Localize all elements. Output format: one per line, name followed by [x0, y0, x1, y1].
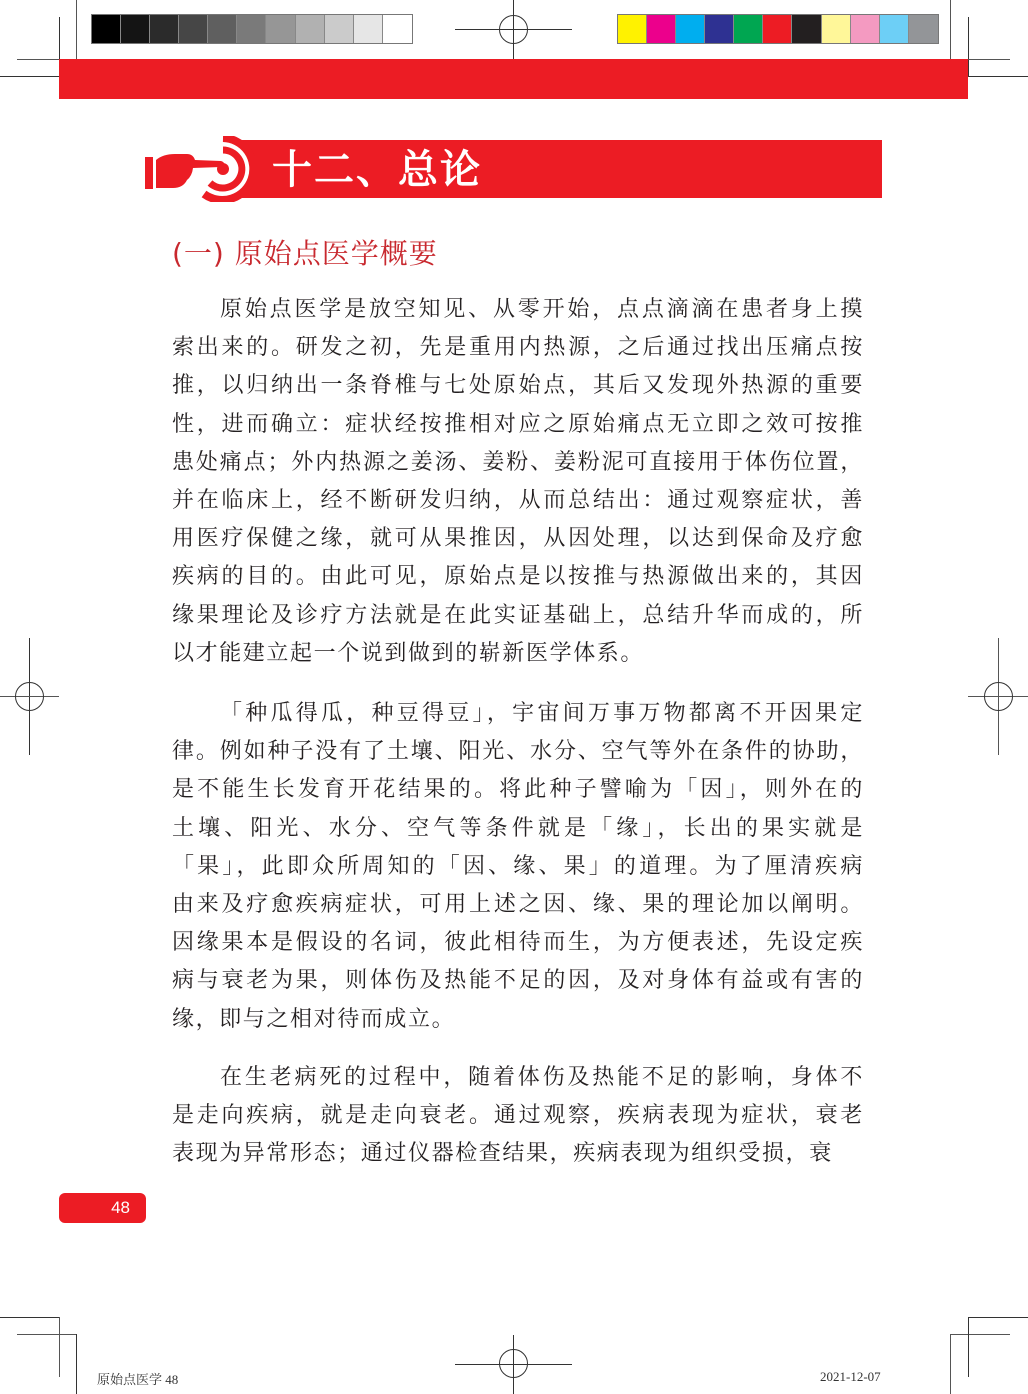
- crop-mark-line: [968, 17, 969, 77]
- body-paragraph-3: [172, 1059, 864, 1174]
- color-swatch: [880, 15, 909, 43]
- color-swatch: [618, 15, 647, 43]
- text-line: 缘果理论及诊疗方法就是在此实证基础上，总结升华而成的，所: [172, 602, 864, 628]
- color-swatch: [92, 15, 121, 43]
- text-line: 用医疗保健之缘，就可从果推因，从因处理，以达到保命及疗愈: [172, 526, 864, 552]
- crop-mark-line: [950, 1334, 1010, 1335]
- color-swatch: [296, 15, 325, 43]
- pointing-hand-target-icon: [143, 136, 263, 202]
- color-swatch: [354, 15, 383, 43]
- grayscale-color-bar: [91, 14, 413, 44]
- crop-mark-line: [968, 1317, 1028, 1318]
- color-swatch: [266, 15, 295, 43]
- text-line: 是不能生长发育开花结果的。将此种子譬喻为「因」，则外在的: [172, 777, 864, 803]
- section-heading: (一) 原始点医学概要: [172, 237, 438, 270]
- text-line: 患处痛点；外内热源之姜汤、姜粉、姜粉泥可直接用于体伤位置，: [172, 449, 864, 475]
- text-line: 以才能建立起一个说到做到的崭新医学体系。: [172, 640, 645, 666]
- crop-mark-line: [76, 1334, 77, 1394]
- color-swatch: [150, 15, 179, 43]
- color-swatch: [383, 15, 412, 43]
- footer-file-label: 原始点医学 48: [97, 1372, 179, 1387]
- top-red-bar: [59, 59, 968, 99]
- color-swatch: [792, 15, 821, 43]
- color-swatch: [763, 15, 792, 43]
- crop-mark-line: [76, 0, 77, 59]
- text-line: 由来及疗愈疾病症状，可用上述之因、缘、果的理论加以阐明。: [172, 892, 864, 918]
- text-line: 索出来的。研发之初，先是重用内热源，之后通过找出压痛点按: [172, 335, 864, 361]
- crop-mark-line: [17, 1334, 77, 1335]
- color-swatch: [705, 15, 734, 43]
- text-line: 缘，即与之相对待而成立。: [172, 1006, 456, 1032]
- color-swatch: [851, 15, 880, 43]
- text-line: 并在临床上，经不断研发归纳，从而总结出：通过观察症状，善: [172, 488, 864, 514]
- text-line: 「种瓜得瓜，种豆得豆」，宇宙间万事万物都离不开因果定: [220, 701, 864, 726]
- text-line: 在生老病死的过程中，随着体伤及热能不足的影响，身体不: [220, 1065, 864, 1090]
- color-swatch: [822, 15, 851, 43]
- body-paragraph-2: [172, 695, 864, 1039]
- text-line: 是走向疾病，就是走向衰老。通过观察，疾病表现为症状，衰老: [172, 1103, 864, 1129]
- text-line: 「果」，此即众所周知的「因、缘、果」的道理。为了厘清疾病: [172, 853, 864, 879]
- color-swatch: [647, 15, 676, 43]
- text-line: 原始点医学是放空知见、从零开始，点点滴滴在患者身上摸: [220, 297, 864, 322]
- text-line: 病与衰老为果，则体伤及热能不足的因，及对身体有益或有害的: [172, 968, 864, 994]
- crop-mark-line: [968, 76, 1028, 77]
- text-line: 推，以归纳出一条脊椎与七处原始点，其后又发现外热源的重要: [172, 373, 864, 399]
- crop-mark-line: [59, 1317, 60, 1377]
- color-swatch: [179, 15, 208, 43]
- crop-mark-line: [950, 1334, 951, 1394]
- color-swatch: [208, 15, 237, 43]
- footer-date: 2021-12-07: [820, 1369, 881, 1384]
- cmyk-color-bar: [617, 14, 939, 44]
- color-swatch: [121, 15, 150, 43]
- chapter-title: 十二、总论: [272, 147, 482, 193]
- text-line: 疾病的目的。由此可见，原始点是以按推与热源做出来的，其因: [172, 564, 864, 590]
- crop-mark-line: [0, 76, 59, 77]
- text-line: 因缘果本是假设的名词，彼此相待而生，为方便表述，先设定疾: [172, 930, 864, 956]
- text-line: 性，进而确立：症状经按推相对应之原始痛点无立即之效可按推: [172, 411, 864, 437]
- text-line: 律。例如种子没有了土壤、阳光、水分、空气等外在条件的协助，: [172, 739, 864, 765]
- crop-mark-line: [0, 1317, 59, 1318]
- color-swatch: [676, 15, 705, 43]
- crop-mark-line: [950, 0, 951, 59]
- color-swatch: [909, 15, 938, 43]
- crop-mark-line: [968, 1317, 969, 1377]
- color-swatch: [237, 15, 266, 43]
- color-swatch: [325, 15, 354, 43]
- body-paragraph-1: [172, 291, 864, 673]
- text-line: 表现为异常形态；通过仪器检查结果，疾病表现为组织受损，衰: [172, 1141, 833, 1167]
- color-swatch: [734, 15, 763, 43]
- page-number-badge: 48: [59, 1193, 146, 1223]
- text-line: 土壤、阳光、水分、空气等条件就是「缘」，长出的果实就是: [172, 815, 864, 841]
